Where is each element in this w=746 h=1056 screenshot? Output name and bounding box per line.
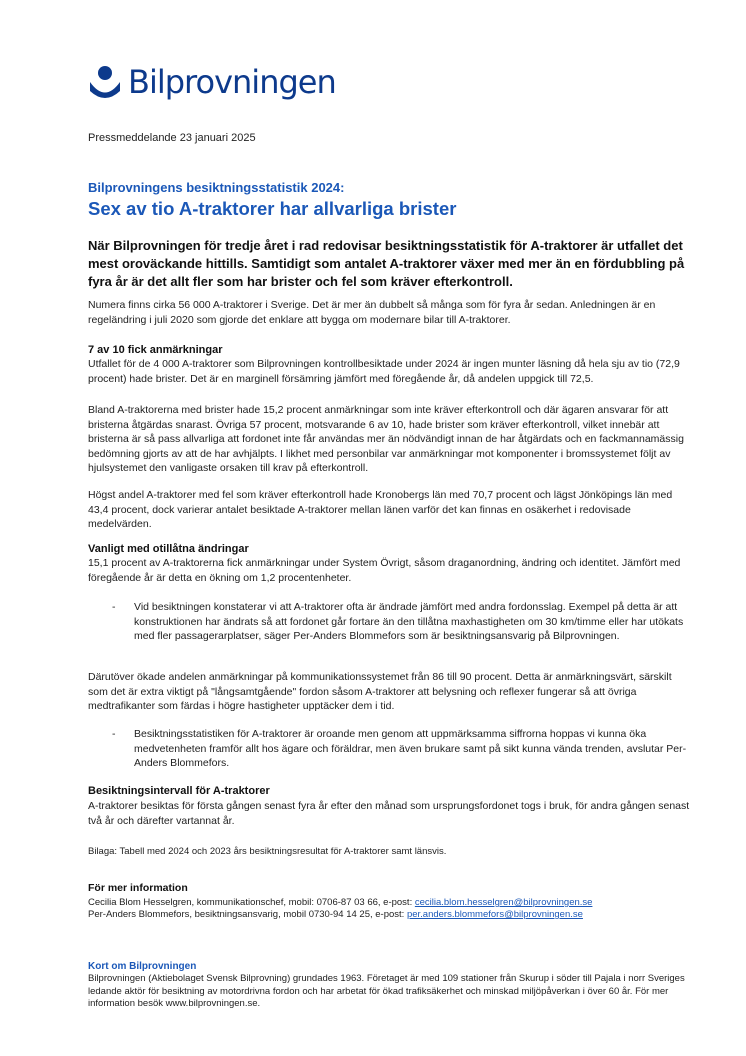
section-heading: 7 av 10 fick anmärkningar xyxy=(88,344,223,356)
body-paragraph: Högst andel A-traktorer med fel som kräver efterkontroll hade Kronobergs län med 70,7 procent och lägst Jönköpings län med 43,4 procent, dock varierar antalet besiktade A-traktorer mellan länen varför det kan finnas en osäkerhet i redovisade medelvärden. xyxy=(88,489,673,531)
about-text: Bilprovningen (Aktiebolaget Svensk Bilprovning) grundades 1963. Företaget är med 109 stationer från Skurup i söder till Pajala i norr Sveriges ledande aktör för besiktning av motordrivna fordon och har arbetat för ökad trafiksäkerhet och minskad miljöpåverkan i över 60 år. För mer information besök www.bilprovningen.se. xyxy=(88,973,685,1009)
intro-paragraph: Numera finns cirka 56 000 A-traktorer i Sverige. Det är mer än dubbelt så många som för fyra år sedan. Anledningen är en regeländring i juli 2020 som gjorde det enklare att bygga om modernare bilar till A-traktorer. xyxy=(88,299,656,326)
quote-text: Besiktningsstatistiken för A-traktorer är oroande men genom att uppmärksamma siffrorna hoppas vi kunna öka medvetenheten framför allt hos ägare och föräldrar, men även brukare samt på sikt kunna vända trenden, avslutar Per-Anders Blommefors. xyxy=(134,728,687,770)
bullet-dash: - xyxy=(112,601,116,613)
contact-text: Per-Anders Blommefors, besiktningsansvarig, mobil 0730-94 14 25, e-post: xyxy=(88,909,407,920)
person-icon xyxy=(88,65,122,99)
section-heading: Vanligt med otillåtna ändringar xyxy=(88,543,249,555)
kicker: Bilprovningens besiktningsstatistik 2024: xyxy=(88,180,345,195)
logo xyxy=(88,60,336,104)
quote-text: Vid besiktningen konstaterar vi att A-traktorer ofta är ändrade jämfört med andra fordonsslag. Exempel på detta är att konstruktionen har ändrats så att fordonet går fortare än den tillåtna maxhastigheten om 30 km/timme eller har utökats med fler passagerarplatser, säger Per-Anders Blommefors som är besiktningsansvarig på Bilprovningen. xyxy=(134,601,684,643)
email-link[interactable]: cecilia.blom.hesselgren@bilprovningen.se xyxy=(414,897,593,908)
attachment-note: Bilaga: Tabell med 2024 och 2023 års besiktningsresultat för A-traktorer samt länsvis. xyxy=(88,846,447,857)
lead-paragraph: När Bilprovningen för tredje året i rad redovisar besiktningsstatistik för A-traktorer är utfallet det mest oroväckande hittills. Samtidigt som antalet A-traktorer växer med mer än en fördubbling på fyra år är det allt fler som har brister och fel som kräver efterkontroll. xyxy=(88,238,685,289)
quote-bullet xyxy=(112,600,692,644)
bullet-dash: - xyxy=(112,728,116,740)
logo-text: Bilprovningen xyxy=(128,63,336,101)
dateline: Pressmeddelande 23 januari 2025 xyxy=(88,132,256,144)
quote-bullet xyxy=(112,727,692,771)
contact-line xyxy=(88,909,583,922)
email-link[interactable]: per.anders.blommefors@bilprovningen.se xyxy=(406,909,583,920)
about-heading: Kort om Bilprovningen xyxy=(88,961,197,972)
body-paragraph: A-traktorer besiktas för första gången senast fyra år efter den månad som ursprungsfordonet togs i bruk, för andra gången senast två år och därefter vartannat år. xyxy=(88,800,690,827)
page-title: Sex av tio A-traktorer har allvarliga brister xyxy=(88,198,457,219)
body-paragraph: Bland A-traktorerna med brister hade 15,2 procent anmärkningar som inte kräver efterkontroll och där ägaren ansvarar för att bristerna åtgärdas snarast. Övriga 57 procent, motsvarande 6 av 10, hade brister som kräver efterkontroll, vilket innebär att bristerna är så pass allvarliga att fordonet inte får användas mer än nödvändigt innan de har åtgärdats och en fackmannamässig bedömning gjorts av att de har avhjälpts. I likhet med personbilar var anmärkningar mot komponenter i bromssystemet följt av hjulsystemet den vanligaste orsaken till krav på efterkontroll. xyxy=(88,404,684,475)
section-heading: Besiktningsintervall för A-traktorer xyxy=(88,785,270,797)
body-paragraph: 15,1 procent av A-traktorerna fick anmärkningar under System Övrigt, såsom draganordning, ändring och identitet. Jämfört med föregående år är detta en ökning om 1,2 procentenheter. xyxy=(88,557,681,584)
contact-line xyxy=(88,897,592,910)
body-paragraph: Därutöver ökade andelen anmärkningar på kommunikationssystemet från 86 till 90 procent. Detta är anmärkningsvärt, särskilt som det är extra viktigt på "långsamtgående" fordon såsom A-traktorer att belysning och reflexer fungerar så att övriga medtrafikanter som färdas i högre hastigheter upptäcker dem i tid. xyxy=(88,671,672,713)
contact-text: Cecilia Blom Hesselgren, kommunikationschef, mobil: 0706-87 03 66, e-post: xyxy=(88,897,415,908)
contact-heading: För mer information xyxy=(88,882,188,894)
body-paragraph: Utfallet för de 4 000 A-traktorer som Bilprovningen kontrollbesiktade under 2024 är ingen munter läsning då hela sju av tio (72,9 procent) hade brister. Det är en marginell försämring jämfört med föregående år, då andelen uppgick till 72,5. xyxy=(88,358,680,385)
